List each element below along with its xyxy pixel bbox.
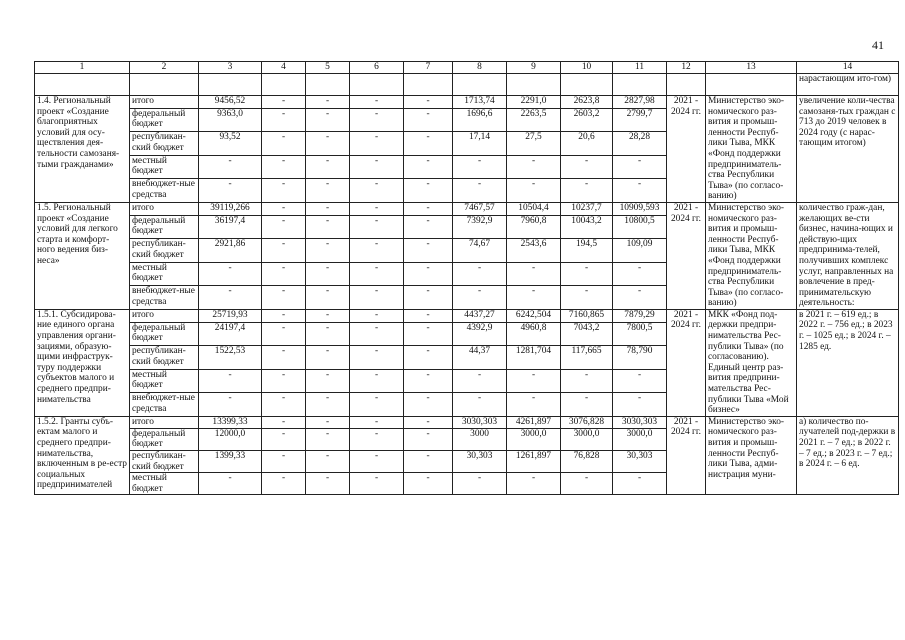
funding-source-label: местный бюджет: [130, 473, 199, 495]
value-cell: -: [199, 286, 262, 310]
executor-cell: Министерство эко-номического раз-вития и промыш-ленности Респуб-лики Тыва, адми-нистрация муни-: [706, 416, 797, 495]
value-cell: 3076,828: [561, 416, 613, 428]
executor-cell: Министерство эко-номического раз-вития и промыш-ленности Респуб-лики Тыва, МКК «Фонд поддержки предприниматель-ства Республики Тыва» (по согласо-ванию): [706, 96, 797, 203]
header-cell: 8: [453, 62, 507, 74]
value-cell: 30,303: [613, 451, 667, 473]
value-cell: -: [199, 155, 262, 179]
value-cell: -: [404, 262, 453, 286]
section-name: 1.5.1. Субсидирова-ние единого органа управления органи-зациями, образую-щими инфраструк-туру поддержки субъектов малого и среднего предпри-нимательства: [35, 309, 130, 416]
value-cell: 7960,8: [507, 215, 561, 239]
funding-source-label: местный бюджет: [130, 262, 199, 286]
value-cell: 2623,8: [561, 96, 613, 109]
value-cell: -: [453, 393, 507, 417]
value-cell: -: [561, 179, 613, 203]
header-cell: 4: [262, 62, 306, 74]
value-cell: -: [507, 262, 561, 286]
value-cell: -: [507, 369, 561, 393]
value-cell: 2921,86: [199, 239, 262, 263]
value-cell: -: [350, 322, 404, 346]
value-cell: -: [262, 239, 306, 263]
value-cell: -: [306, 202, 350, 215]
value-cell: -: [306, 369, 350, 393]
value-cell: 2603,2: [561, 108, 613, 132]
section-name: 1.5.2. Гранты субъ-ектам малого и среднего предпри-нимательства, включенным в ре-естр социальных предпринимателей: [35, 416, 130, 495]
period-cell: 2021 - 2024 гг.: [667, 309, 706, 416]
value-cell: 25719,93: [199, 309, 262, 322]
value-cell: -: [262, 309, 306, 322]
period-cell: 2021 - 2024 гг.: [667, 96, 706, 203]
value-cell: 10800,5: [613, 215, 667, 239]
value-cell: -: [262, 202, 306, 215]
result-cell: количество граж-дан, желающих ве-сти бизнес, начина-ющих и действую-щих предпринима-телей, получивших комплекс услуг, направленных на вовлечение в пред-принимательскую деятельность:: [797, 202, 899, 309]
page-number: 41: [872, 38, 884, 52]
value-cell: -: [306, 286, 350, 310]
value-cell: -: [453, 179, 507, 203]
table-row: [35, 416, 899, 428]
value-cell: -: [306, 155, 350, 179]
value-cell: -: [262, 262, 306, 286]
value-cell: 1399,33: [199, 451, 262, 473]
value-cell: -: [404, 309, 453, 322]
value-cell: 4960,8: [507, 322, 561, 346]
value-cell: 13399,33: [199, 416, 262, 428]
value-cell: 4437,27: [453, 309, 507, 322]
value-cell: -: [561, 155, 613, 179]
period-cell: 2021 - 2024 гг.: [667, 416, 706, 495]
value-cell: -: [306, 393, 350, 417]
value-cell: 20,6: [561, 132, 613, 156]
value-cell: -: [350, 428, 404, 450]
header-cell: 1: [35, 62, 130, 74]
value-cell: -: [453, 286, 507, 310]
header-cell: 10: [561, 62, 613, 74]
value-cell: -: [404, 451, 453, 473]
value-cell: 3000,0: [507, 428, 561, 450]
value-cell: -: [350, 179, 404, 203]
value-cell: 27,5: [507, 132, 561, 156]
value-cell: 2263,5: [507, 108, 561, 132]
value-cell: 1281,704: [507, 346, 561, 370]
value-cell: 1261,897: [507, 451, 561, 473]
funding-source-label: внебюджет-ные средства: [130, 393, 199, 417]
value-cell: -: [404, 369, 453, 393]
header-cell: 12: [667, 62, 706, 74]
value-cell: 10237,7: [561, 202, 613, 215]
value-cell: -: [613, 473, 667, 495]
value-cell: -: [404, 96, 453, 109]
table-row: [35, 96, 899, 109]
value-cell: 7160,865: [561, 309, 613, 322]
value-cell: -: [262, 416, 306, 428]
value-cell: 3000,0: [613, 428, 667, 450]
value-cell: -: [350, 473, 404, 495]
funding-source-label: итого: [130, 202, 199, 215]
value-cell: -: [507, 179, 561, 203]
header-cell: 5: [306, 62, 350, 74]
funding-source-label: итого: [130, 309, 199, 322]
value-cell: -: [199, 262, 262, 286]
value-cell: -: [613, 262, 667, 286]
value-cell: -: [350, 262, 404, 286]
value-cell: -: [306, 309, 350, 322]
value-cell: 76,828: [561, 451, 613, 473]
value-cell: 7879,29: [613, 309, 667, 322]
value-cell: 3000: [453, 428, 507, 450]
value-cell: -: [306, 346, 350, 370]
funding-source-label: местный бюджет: [130, 369, 199, 393]
value-cell: 7800,5: [613, 322, 667, 346]
value-cell: 30,303: [453, 451, 507, 473]
value-cell: -: [404, 132, 453, 156]
header-cell: 7: [404, 62, 453, 74]
value-cell: -: [507, 155, 561, 179]
value-cell: 74,67: [453, 239, 507, 263]
value-cell: -: [306, 451, 350, 473]
value-cell: -: [561, 473, 613, 495]
period-cell: 2021 - 2024 гг.: [667, 202, 706, 309]
value-cell: -: [561, 369, 613, 393]
value-cell: -: [262, 215, 306, 239]
value-cell: -: [199, 369, 262, 393]
value-cell: 1522,53: [199, 346, 262, 370]
value-cell: -: [613, 393, 667, 417]
value-cell: -: [453, 155, 507, 179]
value-cell: -: [350, 202, 404, 215]
section-name: 1.4. Региональный проект «Создание благоприятных условий для осу-ществления дея-тельности самозаня-тыми гражданами»: [35, 96, 130, 203]
value-cell: -: [262, 108, 306, 132]
value-cell: -: [306, 473, 350, 495]
value-cell: 7392,9: [453, 215, 507, 239]
value-cell: 6242,504: [507, 309, 561, 322]
value-cell: -: [561, 262, 613, 286]
value-cell: -: [350, 416, 404, 428]
header-cell: 6: [350, 62, 404, 74]
value-cell: -: [507, 286, 561, 310]
value-cell: 12000,0: [199, 428, 262, 450]
funding-source-label: республикан-ский бюджет: [130, 346, 199, 370]
funding-source-label: республикан-ский бюджет: [130, 239, 199, 263]
value-cell: 2799,7: [613, 108, 667, 132]
header-cell: 14: [797, 62, 899, 74]
value-cell: -: [453, 473, 507, 495]
value-cell: -: [404, 179, 453, 203]
value-cell: -: [306, 108, 350, 132]
table-row: [35, 202, 899, 215]
funding-source-label: итого: [130, 96, 199, 109]
value-cell: 10909,593: [613, 202, 667, 215]
value-cell: 3000,0: [561, 428, 613, 450]
table-body: [35, 62, 899, 495]
header-cell: 9: [507, 62, 561, 74]
value-cell: -: [199, 473, 262, 495]
value-cell: 4261,897: [507, 416, 561, 428]
funding-source-label: федеральный бюджет: [130, 215, 199, 239]
funding-source-label: внебюджет-ные средства: [130, 286, 199, 310]
value-cell: -: [262, 369, 306, 393]
value-cell: 10504,4: [507, 202, 561, 215]
funding-source-label: республикан-ский бюджет: [130, 451, 199, 473]
value-cell: -: [404, 322, 453, 346]
value-cell: -: [613, 179, 667, 203]
value-cell: -: [262, 473, 306, 495]
table-row: [35, 309, 899, 322]
value-cell: -: [262, 286, 306, 310]
funding-source-label: федеральный бюджет: [130, 108, 199, 132]
value-cell: -: [350, 215, 404, 239]
value-cell: -: [350, 132, 404, 156]
value-cell: 2827,98: [613, 96, 667, 109]
value-cell: -: [306, 179, 350, 203]
value-cell: 7043,2: [561, 322, 613, 346]
value-cell: 117,665: [561, 346, 613, 370]
budget-table: [34, 61, 899, 495]
result-cell: увеличение коли-чества самозаня-тых граждан с 713 до 2019 человек в 2024 году (с нарас-тающим итогом): [797, 96, 899, 203]
value-cell: -: [350, 451, 404, 473]
value-cell: 28,28: [613, 132, 667, 156]
value-cell: -: [262, 451, 306, 473]
funding-source-label: внебюджет-ные средства: [130, 179, 199, 203]
funding-source-label: федеральный бюджет: [130, 322, 199, 346]
result-cell: в 2021 г. – 619 ед.; в 2022 г. – 756 ед.; в 2023 г. – 1025 ед.; в 2024 г. – 1285 ед.: [797, 309, 899, 416]
value-cell: 24197,4: [199, 322, 262, 346]
value-cell: -: [350, 309, 404, 322]
value-cell: 17,14: [453, 132, 507, 156]
value-cell: -: [262, 179, 306, 203]
value-cell: -: [613, 286, 667, 310]
value-cell: 194,5: [561, 239, 613, 263]
value-cell: -: [613, 155, 667, 179]
value-cell: 3030,303: [453, 416, 507, 428]
value-cell: -: [262, 96, 306, 109]
value-cell: -: [404, 428, 453, 450]
value-cell: 1713,74: [453, 96, 507, 109]
value-cell: -: [306, 416, 350, 428]
value-cell: -: [404, 473, 453, 495]
value-cell: -: [350, 96, 404, 109]
value-cell: -: [199, 393, 262, 417]
header-cell: 2: [130, 62, 199, 74]
value-cell: -: [306, 239, 350, 263]
value-cell: -: [350, 369, 404, 393]
funding-source-label: федеральный бюджет: [130, 428, 199, 450]
value-cell: 2543,6: [507, 239, 561, 263]
value-cell: -: [404, 108, 453, 132]
value-cell: -: [507, 473, 561, 495]
value-cell: 9363,0: [199, 108, 262, 132]
value-cell: -: [350, 286, 404, 310]
value-cell: -: [306, 132, 350, 156]
value-cell: -: [453, 369, 507, 393]
value-cell: -: [306, 322, 350, 346]
value-cell: 93,52: [199, 132, 262, 156]
continuation-row: [35, 74, 899, 96]
value-cell: -: [561, 393, 613, 417]
executor-cell: Министерство эко-номического раз-вития и промыш-ленности Респуб-лики Тыва, МКК «Фонд поддержки предприниматель-ства Республики Тыва» (по согласо-ванию): [706, 202, 797, 309]
header-cell: 13: [706, 62, 797, 74]
value-cell: -: [262, 428, 306, 450]
value-cell: -: [306, 428, 350, 450]
value-cell: 4392,9: [453, 322, 507, 346]
value-cell: -: [453, 262, 507, 286]
value-cell: 78,790: [613, 346, 667, 370]
value-cell: -: [507, 393, 561, 417]
value-cell: -: [404, 346, 453, 370]
header-cell: 3: [199, 62, 262, 74]
value-cell: 7467,57: [453, 202, 507, 215]
value-cell: -: [404, 286, 453, 310]
value-cell: -: [306, 215, 350, 239]
value-cell: 109,09: [613, 239, 667, 263]
value-cell: -: [350, 393, 404, 417]
value-cell: 39119,266: [199, 202, 262, 215]
value-cell: -: [306, 262, 350, 286]
value-cell: -: [404, 239, 453, 263]
value-cell: -: [404, 393, 453, 417]
value-cell: -: [561, 286, 613, 310]
funding-source-label: итого: [130, 416, 199, 428]
value-cell: -: [404, 202, 453, 215]
value-cell: -: [404, 215, 453, 239]
value-cell: 2291,0: [507, 96, 561, 109]
value-cell: -: [613, 369, 667, 393]
value-cell: -: [350, 108, 404, 132]
value-cell: -: [350, 239, 404, 263]
value-cell: -: [262, 393, 306, 417]
value-cell: 36197,4: [199, 215, 262, 239]
value-cell: -: [350, 155, 404, 179]
value-cell: -: [199, 179, 262, 203]
continued-result-text: нарастающим ито-гом): [797, 74, 899, 96]
value-cell: -: [262, 132, 306, 156]
header-cell: 11: [613, 62, 667, 74]
value-cell: -: [306, 96, 350, 109]
result-cell: а) количество по-лучателей под-держки в 2021 г. – 7 ед.; в 2022 г. – 7 ед.; в 2023 г. – 7 ед.; в 2024 г. – 6 ед.: [797, 416, 899, 495]
value-cell: 9456,52: [199, 96, 262, 109]
value-cell: 10043,2: [561, 215, 613, 239]
value-cell: 3030,303: [613, 416, 667, 428]
value-cell: -: [262, 155, 306, 179]
executor-cell: МКК «Фонд под-держки предпри-нимательства Рес-публики Тыва» (по согласованию). Единый центр раз-вития предприни-мательства Рес-публики Тыва «Мой бизнес»: [706, 309, 797, 416]
value-cell: -: [262, 346, 306, 370]
value-cell: -: [404, 155, 453, 179]
funding-source-label: республикан-ский бюджет: [130, 132, 199, 156]
value-cell: 1696,6: [453, 108, 507, 132]
header-row: [35, 62, 899, 74]
funding-source-label: местный бюджет: [130, 155, 199, 179]
value-cell: -: [404, 416, 453, 428]
value-cell: -: [262, 322, 306, 346]
section-name: 1.5. Региональный проект «Создание условий для легкого старта и комфорт-ного ведения биз-неса»: [35, 202, 130, 309]
value-cell: 44,37: [453, 346, 507, 370]
value-cell: -: [350, 346, 404, 370]
